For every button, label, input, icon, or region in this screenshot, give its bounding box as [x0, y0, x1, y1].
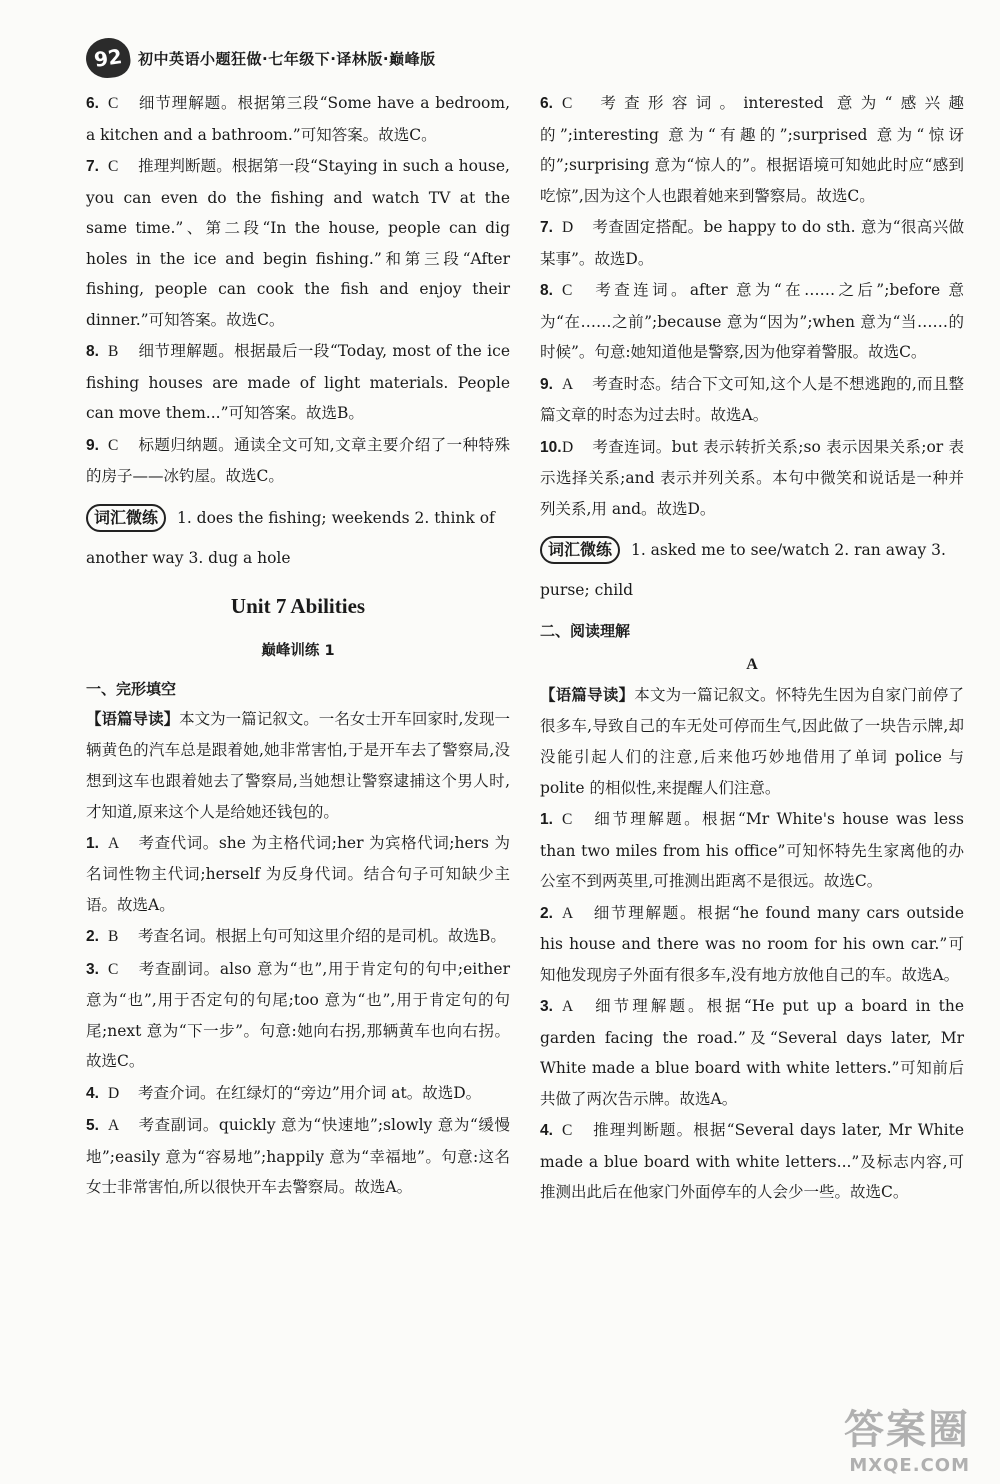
- question-number: 9.: [86, 436, 99, 454]
- answer-letter: C: [108, 95, 119, 112]
- question-number: 4.: [540, 1122, 553, 1139]
- answer-item: [86, 430, 510, 492]
- answer-item: [540, 88, 964, 211]
- answer-item: [86, 1110, 510, 1203]
- explanation-text: 考查形容词。interested 意为“感兴趣的”;interesting 意为“有趣的”;surprised 意为“惊讶的”;surprising 意为“惊人的”。根据语境可知她此时应“感到吃惊”,因为这个人也跟着她来到警察局。故选C。: [540, 94, 964, 205]
- question-number: 6.: [86, 95, 99, 112]
- left-answers-bottom: [86, 828, 510, 1203]
- explanation-text: 考查固定搭配。be happy to do sth. 意为“很高兴做某事”。故选D。: [540, 218, 964, 268]
- passage-guide-right: [540, 680, 964, 804]
- left-column: [86, 88, 510, 1204]
- guide-text: 本文为一篇记叙文。怀特先生因为自家门前停了很多车,导致自己的车无处可停而生气,因此做了一块告示牌,却没能引起人们的注意,后来他巧妙地借用了单词 police 与 polite 的相似性,来提醒人们注意。: [540, 686, 964, 797]
- answer-letter: C: [108, 436, 119, 454]
- answer-item: [86, 151, 510, 335]
- question-number: 8.: [86, 343, 99, 360]
- question-number: 1.: [86, 834, 99, 852]
- explanation-text: 细节理解题。根据第三段“Some have a bedroom, a kitchen and a bathroom.”可知答案。故选C。: [86, 94, 510, 144]
- answer-letter: A: [562, 375, 574, 393]
- vocab-practice-left: [86, 498, 510, 578]
- answer-item: [540, 212, 964, 274]
- watermark-url: MXQE.COM: [849, 1455, 970, 1476]
- answer-item: [540, 275, 964, 368]
- question-number: 7.: [86, 158, 99, 175]
- question-number: 9.: [540, 375, 553, 393]
- answer-item: [540, 432, 964, 525]
- answer-letter: C: [562, 95, 573, 112]
- vocab-answers: 1. does the fishing; weekends 2. think of another way 3. dug a hole: [86, 508, 495, 567]
- page-header: [86, 38, 436, 78]
- right-answers-bottom: [540, 804, 964, 1208]
- answer-letter: C: [562, 811, 573, 828]
- question-number: 5.: [86, 1117, 99, 1134]
- answer-letter: D: [108, 1084, 120, 1102]
- unit-title: Unit 7 Abilities: [230, 593, 366, 618]
- question-number: 1.: [540, 811, 553, 828]
- answer-letter: B: [108, 343, 119, 360]
- answer-item: [86, 954, 510, 1077]
- question-number: 6.: [540, 95, 553, 112]
- explanation-text: 考查连词。after 意为“在……之后”;before 意为“在……之前”;because 意为“因为”;when 意为“当……的时候”。句意:她知道他是警察,因为他穿着警服。故选C。: [540, 281, 964, 361]
- explanation-text: 考查副词。also 意为“也”,用于肯定句的句中;either 意为“也”,用于否定句的句尾;too 意为“也”,用于肯定句的句尾;next 意为“下一步”。句意:她向右拐,那辆黄车也向右拐。故选C。: [86, 959, 510, 1070]
- answer-item: [540, 804, 964, 897]
- guide-text: 本文为一篇记叙文。一名女士开车回家时,发现一辆黄色的汽车总是跟着她,她非常害怕,于是开车去了警察局,没想到这车也跟着她去了警察局,当她想让警察逮捕这个男人时,才知道,原来这个人是给她还钱包的。: [86, 709, 510, 821]
- answer-letter: A: [108, 834, 120, 852]
- answer-item: [540, 369, 964, 431]
- question-number: 2.: [540, 904, 553, 922]
- answer-letter: A: [562, 998, 574, 1015]
- question-number: 2.: [86, 928, 99, 945]
- explanation-text: 标题归纳题。通读全文可知,文章主要介绍了一种特殊的房子——冰钓屋。故选C。: [86, 435, 510, 485]
- question-number: 7.: [540, 219, 553, 236]
- answer-letter: B: [108, 928, 119, 945]
- vocab-practice-right: [540, 530, 964, 610]
- question-number: 3.: [86, 960, 99, 978]
- answer-item: [86, 336, 510, 429]
- answer-letter: C: [108, 960, 119, 978]
- answer-item: [86, 1078, 510, 1110]
- explanation-text: 细节理解题。根据“Mr White's house was less than two miles from his office”可知怀特先生家离他的办公室不到两英里,可推测出距离不是很远。故选C。: [540, 810, 964, 890]
- section-heading-reading: 二、阅读理解: [540, 622, 631, 640]
- right-answers-top: [540, 88, 964, 524]
- question-number: 8.: [540, 282, 553, 299]
- guide-tag: 【语篇导读】: [86, 709, 180, 728]
- explanation-text: 细节理解题。根据最后一段“Today, most of the ice fishing houses are made of light materials. People can move them...”可知答案。故选B。: [86, 342, 510, 422]
- answer-letter: C: [108, 158, 119, 175]
- question-number: 4.: [86, 1084, 99, 1102]
- answer-letter: C: [562, 1122, 573, 1139]
- watermark-text: 答案圈: [844, 1407, 970, 1453]
- answer-letter: A: [108, 1117, 120, 1134]
- explanation-text: 考查介词。在红绿灯的“旁边”用介词 at。故选D。: [138, 1083, 482, 1102]
- answer-item: [86, 88, 510, 150]
- vocab-badge: 词汇微练: [540, 536, 620, 564]
- explanation-text: 推理判断题。根据第一段“Staying in such a house, you can even do the fishing and watch TV at the same time.”、第二段“In the house, people can dig holes in the ice and begin fishing.”和第三段“After fishing, people can cook the fish and enjoy their dinner.”可知答案。故选C。: [86, 157, 510, 329]
- left-answers-top: [86, 88, 510, 492]
- book-series-title: 初中英语小题狂做·七年级下·译林版·巅峰版: [138, 49, 436, 68]
- passage-guide-left: [86, 704, 510, 828]
- answer-letter: C: [562, 282, 573, 299]
- answer-item: [540, 1115, 964, 1208]
- answer-letter: D: [562, 438, 574, 456]
- right-column: [540, 88, 964, 1209]
- answer-letter: D: [562, 219, 574, 236]
- section-heading-cloze: 一、完形填空: [86, 679, 177, 698]
- explanation-text: 考查连词。but 表示转折关系;so 表示因果关系;or 表示选择关系;and 表示并列关系。本句中微笑和说话是一种并列关系,用 and。故选D。: [540, 437, 964, 518]
- answer-item: [540, 991, 964, 1114]
- part-label: A: [746, 656, 758, 673]
- explanation-text: 考查代词。she 为主格代词;her 为宾格代词;hers 为名词性物主代词;herself 为反身代词。结合句子可知缺少主语。故选A。: [86, 833, 510, 914]
- answer-letter: A: [562, 904, 574, 922]
- answer-item: [540, 898, 964, 991]
- watermark-logo: [844, 1398, 970, 1476]
- explanation-text: 细节理解题。根据“he found many cars outside his house and there was no room for his own car.”可知他发现房子外面有很多车,没有地方放他自己的车。故选A。: [540, 903, 964, 984]
- vocab-badge: 词汇微练: [86, 504, 166, 532]
- explanation-text: 考查副词。quickly 意为“快速地”;slowly 意为“缓慢地”;easily 意为“容易地”;happily 意为“幸福地”。句意:这名女士非常害怕,所以很快开车去警察局。故选A。: [86, 1116, 510, 1196]
- explanation-text: 细节理解题。根据“He put up a board in the garden facing the road.”及“Several days later, Mr White made a blue board with white letters.”可知前后共做了两次告示牌。故选A。: [540, 997, 964, 1108]
- explanation-text: 推理判断题。根据“Several days later, Mr White made a blue board with white letters...”及标志内容,可推测出此后在他家门外面停车的人会少一些。故选C。: [540, 1121, 964, 1201]
- guide-tag: 【语篇导读】: [540, 686, 635, 704]
- question-number: 3.: [540, 998, 553, 1015]
- answer-item: [86, 828, 510, 921]
- training-title: 巅峰训练 1: [261, 642, 335, 659]
- question-number: 10.: [540, 438, 562, 456]
- answer-item: [86, 921, 510, 953]
- explanation-text: 考查时态。结合下文可知,这个人是不想逃跑的,而且整篇文章的时态为过去时。故选A。: [540, 374, 964, 424]
- explanation-text: 考查名词。根据上句可知这里介绍的是司机。故选B。: [138, 927, 506, 945]
- vocab-answers: 1. asked me to see/watch 2. ran away 3. purse; child: [540, 541, 946, 599]
- page-number: 92: [83, 35, 132, 81]
